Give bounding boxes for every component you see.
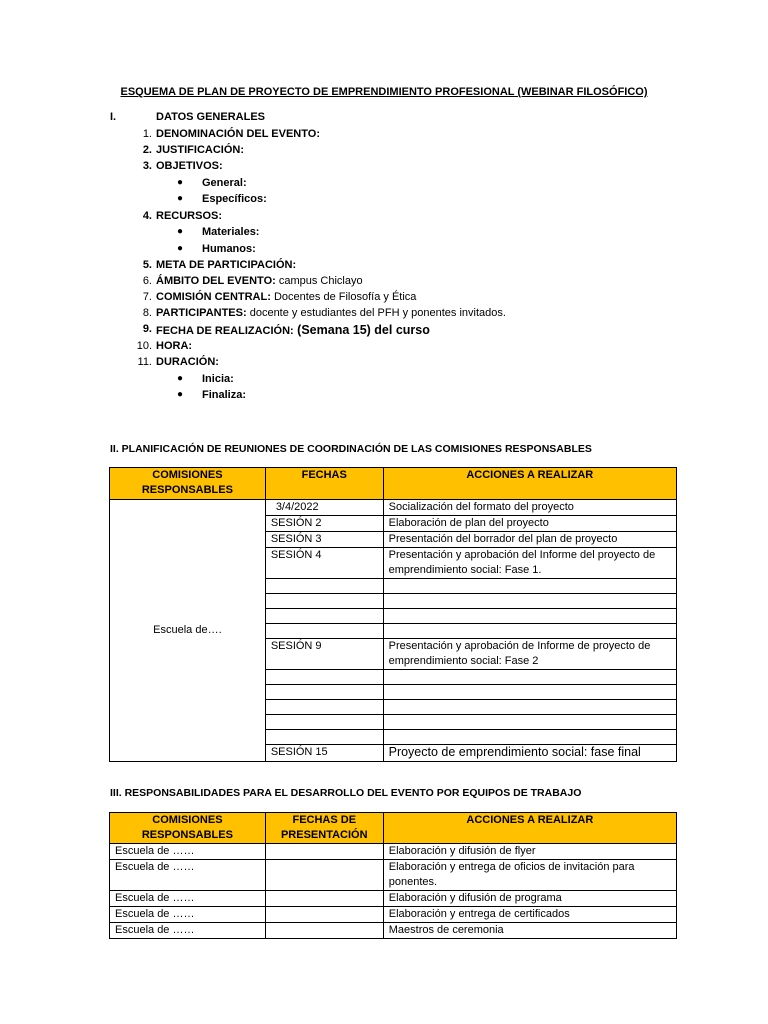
action-cell [383,700,676,715]
action-cell: Presentación y aprobación del Informe del proyecto de emprendimiento social: Fase 1. [383,548,676,579]
action-cell: Proyecto de emprendimiento social: fase final [383,745,676,762]
action-cell [383,715,676,730]
action-cell: Maestros de ceremonia [383,923,676,939]
date-cell [265,624,383,639]
action-cell: Elaboración y difusión de programa [383,891,676,907]
commission-cell: Escuela de …… [110,844,266,860]
commission-cell: Escuela de …… [110,907,266,923]
list-item: 11. DURACIÓN: [137,356,219,368]
responsibilities-table [109,812,677,939]
section3-heading: III. RESPONSABILIDADES PARA EL DESARROLLO DEL EVENTO POR EQUIPOS DE TRABAJO [110,787,582,799]
date-cell [265,715,383,730]
date-cell [265,594,383,609]
action-cell [383,579,676,594]
action-cell [383,670,676,685]
commission-cell: Escuela de …… [110,860,266,891]
section2-heading: II. PLANIFICACIÓN DE REUNIONES DE COORDINACIÓN DE LAS COMISIONES RESPONSABLES [110,443,592,455]
list-item: 10. HORA: [136,340,193,352]
list-item: 6. ÁMBITO DEL EVENTO: campus Chiclayo [142,275,363,287]
column-header: FECHAS DE PRESENTACIÓN [265,813,383,844]
list-item: 8. PARTICIPANTES: docente y estudiantes del PFH y ponentes invitados. [142,307,506,319]
bullet-item: ● General: [177,177,247,189]
section1-roman: I. [110,111,117,123]
action-cell [383,730,676,745]
action-cell: Presentación y aprobación de Informe de proyecto de emprendimiento social: Fase 2 [383,639,676,670]
section1-title: DATOS GENERALES [156,111,265,123]
bullet-item: ● Finaliza: [177,389,247,401]
action-cell: Socialización del formato del proyecto [383,500,676,516]
date-cell: SESIÓN 4 [265,548,383,579]
date-cell: SESIÓN 2 [265,516,383,532]
date-cell: SESIÓN 15 [265,745,383,762]
date-cell [265,907,383,923]
list-item: 3. OBJETIVOS: [142,160,223,172]
document-title: ESQUEMA DE PLAN DE PROYECTO DE EMPRENDIMIENTO PROFESIONAL (WEBINAR FILOSÓFICO) [120,86,648,98]
bullet-item: ● Específicos: [177,193,267,205]
commission-cell: Escuela de …… [110,923,266,939]
action-cell: Elaboración y difusión de flyer [383,844,676,860]
action-cell [383,624,676,639]
date-cell: 3/4/2022 [265,500,383,516]
date-cell [265,730,383,745]
date-cell [265,844,383,860]
action-cell: Elaboración y entrega de certificados [383,907,676,923]
column-header: COMISIONES RESPONSABLES [110,468,266,500]
date-cell [265,670,383,685]
date-cell [265,860,383,891]
action-cell [383,685,676,700]
commission-cell: Escuela de…. [110,500,266,762]
coordination-table [109,467,677,762]
action-cell [383,609,676,624]
action-cell: Elaboración de plan del proyecto [383,516,676,532]
action-cell: Presentación del borrador del plan de proyecto [383,532,676,548]
date-cell [265,700,383,715]
list-item: 9. FECHA DE REALIZACIÓN: (Semana 15) del curso [142,323,430,337]
column-header: COMISIONES RESPONSABLES [110,813,266,844]
bullet-item: ● Materiales: [177,226,260,238]
bullet-item: ● Inicia: [177,373,234,385]
section1-heading [110,111,265,123]
date-cell: SESIÓN 3 [265,532,383,548]
date-cell [265,579,383,594]
action-cell [383,594,676,609]
column-header: ACCIONES A REALIZAR [383,468,676,500]
date-cell: SESIÓN 9 [265,639,383,670]
date-cell [265,923,383,939]
list-item: 1. DENOMINACIÓN DEL EVENTO: [142,128,320,140]
list-item: 5. META DE PARTICIPACIÓN: [142,259,297,271]
date-cell [265,891,383,907]
bullet-item: ● Humanos: [177,243,256,255]
column-header: ACCIONES A REALIZAR [383,813,676,844]
column-header: FECHAS [265,468,383,500]
list-item: 4. RECURSOS: [142,210,223,222]
date-cell [265,609,383,624]
date-cell [265,685,383,700]
action-cell: Elaboración y entrega de oficios de invitación para ponentes. [383,860,676,891]
list-item: 7. COMISIÓN CENTRAL: Docentes de Filosofía y Ética [142,291,417,303]
list-item: 2. JUSTIFICACIÓN: [142,144,244,156]
commission-cell: Escuela de …… [110,891,266,907]
